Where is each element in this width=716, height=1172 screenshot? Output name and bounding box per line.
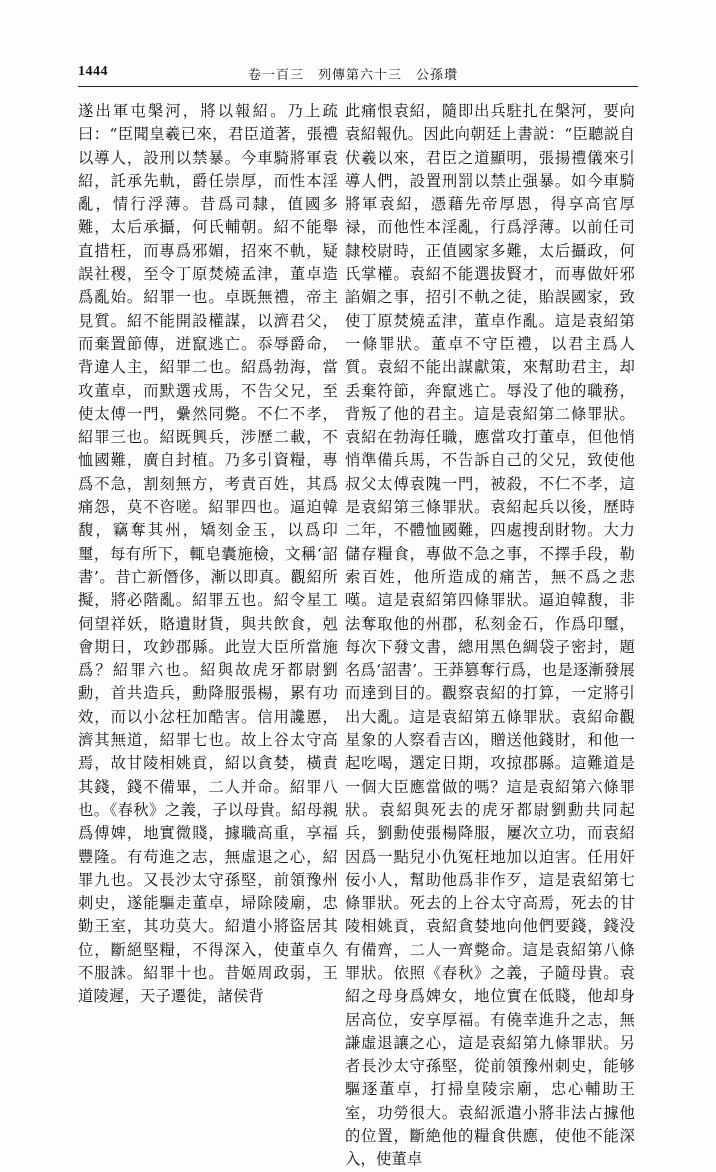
running-head: 卷一百三 列傳第六十三 公孫瓚 <box>248 68 459 83</box>
page-header <box>78 62 638 84</box>
translation-text-column <box>345 100 635 1172</box>
translation-text-paragraph: 此痛恨袁紹，隨即出兵駐扎在槃河，要向袁紹報仇。因此向朝廷上書説：“臣聽説自伏羲以來，君臣之道顯明，張揚禮儀來引導人們，設置刑罰以禁止强暴。如今車騎將軍袁紹，憑藉先帝厚恩，得享高官厚禄，而他性本淫亂，行爲浮薄。以前任司隸校尉時，正值國家多難，太后攝政，何氏掌權。袁紹不能選拔賢才，而專做奸邪諂媚之事，招引不軌之徒，貽誤國家，致使丁原焚燒孟津，董卓作亂。這是袁紹第一條罪狀。董卓不守臣禮，以君主爲人質。袁紹不能出謀獻策，來幫助君主，却丢棄符節，奔竄逃亡。辱没了他的職務，背叛了他的君主。這是袁紹第二條罪狀。袁紹在勃海任職，應當攻打董卓，但他悄悄準備兵馬，不告訴自己的父兄，致使他叔父太傅袁隗一門，被殺，不仁不孝，這是袁紹第三條罪狀。袁紹起兵以後，歷時二年，不體恤國難，四處搜刮財物。大力儲存糧食，專做不急之事，不擇手段，勒索百姓，他所造成的痛苦，無不爲之悲嘆。這是袁紹第四條罪狀。逼迫韓馥，非法奪取他的州郡，私刻金石，作爲印璽，每次下發文書，總用黑色綢袋子密封，題名爲‘詔書’。王莽篡奪行爲，也是逐漸發展而達到目的。觀察袁紹的打算，一定將引出大亂。這是袁紹第五條罪狀。袁紹命觀星象的人察看吉凶，贈送他錢財，和他一起吃喝，選定日期，攻掠郡縣。這難道是一個大臣應當做的嗎？這是袁紹第六條罪狀。袁紹與死去的虎牙都尉劉勳共同起兵，劉勳使張楊降服，屢次立功，而袁紹因爲一點兒小仇冤枉地加以迫害。任用奸佞小人，幫助他爲非作歹，這是袁紹第七條罪狀。死去的上谷太守高焉，死去的甘陵相姚貢，袁紹貪婪地向他們要錢，錢没有備齊，二人一齊斃命。這是袁紹第八條罪狀。依照《春秋》之義，子隨母貴。袁紹之母身爲婢女，地位實在低賤，他却身居高位，安享厚福。有僥幸進升之志，無謙虛退讓之心，這是袁紹第九條罪狀。另者長沙太守孫堅，從前領豫州刺史，能够驅逐董卓，打掃皇陵宗廟，忠心輔助王室，功勞很大。袁紹派遣小將非法占據他的位置，斷絶他的糧食供應，使他不能深入，使董卓 <box>345 102 635 1169</box>
page-number: 1444 <box>78 64 108 79</box>
classical-text-column <box>78 100 338 1009</box>
classical-text-paragraph: 遂出軍屯槃河，將以報紹。乃上疏曰：“臣聞皇羲已來，君臣道著，張禮以導人，設刑以禁暴。今車騎將軍袁紹，託承先軌，爵任崇厚，而性本淫亂，情行浮薄。昔爲司隸，值國多難，太后承攝，何氏輔朝。紹不能舉直措枉，而專爲邪媚，招來不軌，疑誤社稷，至令丁原焚燒孟津，董卓造爲亂始。紹罪一也。卓既無禮，帝主見質。紹不能開設權謀，以濟君父，而棄置節傳，迸竄逃亡。忝辱爵命，背違人主，紹罪二也。紹爲勃海，當攻董卓，而默選戎馬，不告父兄，至使太傅一門，纍然同斃。不仁不孝，紹罪三也。紹既興兵，涉歷二載，不恤國難，廣自封植。乃多引資糧，專爲不急，割刻無方，考責百姓，其爲痛怨，莫不咨嗟。紹罪四也。逼迫韓馥，竊奪其州，矯刻金玉，以爲印璽，每有所下，輒皂囊施檢，文稱‘詔書’。昔亡新僭侈，漸以即真。觀紹所擬，將必階亂。紹罪五也。紹令星工伺望祥妖，賂遺財貨，與共飲食，剋會期日，攻鈔郡縣。此豈大臣所當施爲？紹罪六也。紹與故虎牙都尉劉勳，首共造兵，勳降服張楊，累有功效，而以小忿枉加酷害。信用讒慝，濟其無道，紹罪七也。故上谷太守高焉，故甘陵相姚貢，紹以貪婪，橫責其錢，錢不備畢，二人并命。紹罪八也。《春秋》之義，子以母貴。紹母親爲傅婢，地實微賤，據職高重，享福豐隆。有苟進之志，無虛退之心，紹罪九也。又長沙太守孫堅，前領豫州刺史，遂能驅走董卓，埽除陵廟，忠勤王室，其功莫大。紹遣小將盜居其位，斷絕堅糧，不得深入，使董卓久不服誅。紹罪十也。昔姬周政弱，王道陵遲，天子遷徙，諸侯背 <box>78 102 338 1006</box>
header-rule <box>78 86 638 87</box>
